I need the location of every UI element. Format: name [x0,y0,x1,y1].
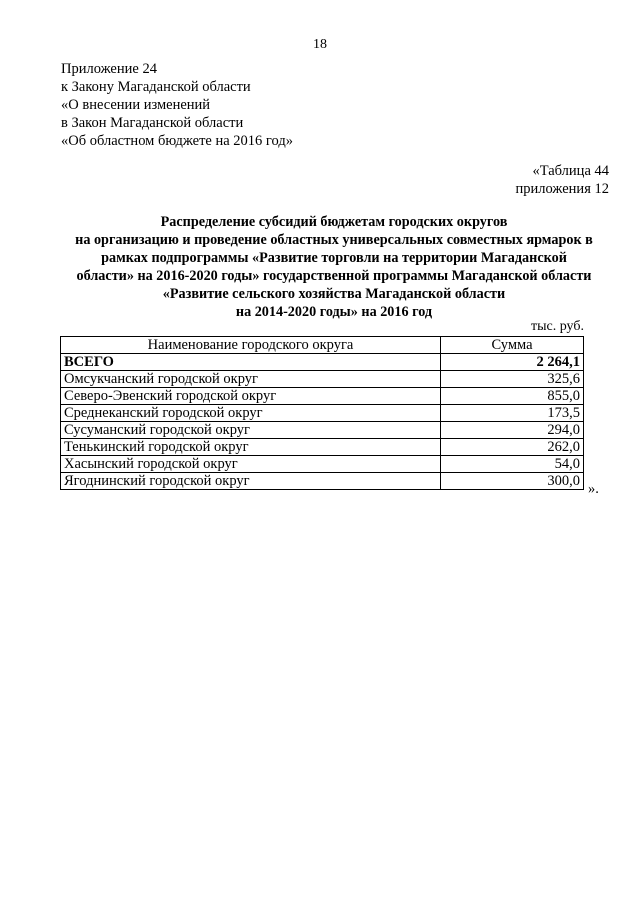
table-reference [516,162,609,198]
title-line: на организацию и проведение областных универсальных совместных ярмарок в [75,232,593,248]
district-name: Ягоднинский городской округ [61,473,441,490]
title-line: области» на 2016-2020 годы» государственной программы Магаданской области [76,268,592,284]
district-name: Хасынский городской округ [61,456,441,473]
district-sum: 300,0 [441,473,584,490]
table-row [61,473,584,490]
district-name: Омсукчанский городской округ [61,371,441,388]
table-row [61,371,584,388]
appendix-line: Приложение 24 [61,61,157,77]
table-row [61,405,584,422]
total-label: ВСЕГО [61,354,441,371]
title-line: «Развитие сельского хозяйства Магаданской области [162,286,506,302]
column-header-name: Наименование городского округа [61,337,441,354]
table-row [61,422,584,439]
district-sum: 173,5 [441,405,584,422]
district-sum: 54,0 [441,456,584,473]
page-number: 18 [313,37,327,52]
total-row [61,354,584,371]
district-sum: 262,0 [441,439,584,456]
units-label: тыс. руб. [531,319,584,334]
district-name: Сусуманский городской округ [61,422,441,439]
district-sum: 325,6 [441,371,584,388]
table-row [61,388,584,405]
title-line: на 2014-2020 годы» на 2016 год [235,304,433,320]
appendix-line: «О внесении изменений [61,97,211,113]
table-header-row [61,337,584,354]
title-line: Распределение субсидий бюджетам городских округов [160,214,508,230]
district-name: Среднеканский городской округ [61,405,441,422]
subsidies-table [60,336,584,490]
table-row [61,439,584,456]
appendix-line: к Закону Магаданской области [61,79,251,95]
column-header-sum: Сумма [441,337,584,354]
district-sum: 855,0 [441,388,584,405]
table-row [61,456,584,473]
title-line: рамках подпрограммы «Развитие торговли на территории Магаданской [101,250,567,266]
document-title [58,213,610,321]
total-sum: 2 264,1 [441,354,584,371]
district-sum: 294,0 [441,422,584,439]
table-reference-line: «Таблица 44 [532,163,609,179]
district-name: Тенькинский городской округ [61,439,441,456]
appendix-line: «Об областном бюджете на 2016 год» [61,133,293,149]
district-name: Северо-Эвенский городской округ [61,388,441,405]
table-reference-line: приложения 12 [515,181,609,197]
appendix-header [61,60,293,150]
closing-quote-mark: ». [588,481,599,497]
appendix-line: в Закон Магаданской области [61,115,244,131]
